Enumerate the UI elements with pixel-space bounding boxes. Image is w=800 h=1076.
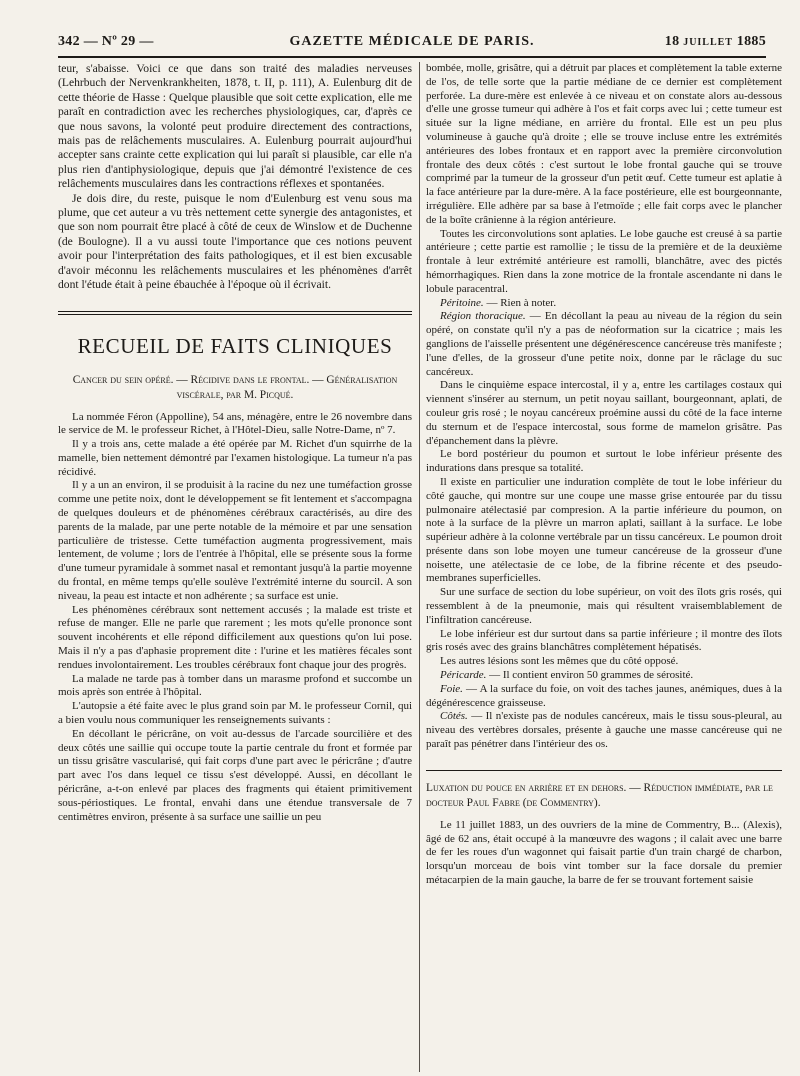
paragraph: Il existe en particulier une induration complète de tout le lobe inférieur du côté gauche, qui montre sur une coupe une masse grise entourée par du tissu pulmonaire atélectasié par compresion. A la partie inférieure du poumon, on note à la surface de la plèvre un marron aplati, saillant à la surface. Le lobe supérieur adhère à la colonne vertébrale par un tissu cancéreux. Le poumon droit présente dans son lobe moyen une tumeur cancéreuse de la grosseur d'une noisette, une atélectasie de ce lobe, de la fibrine récente et des pseudo-membranes superficielles. — [426, 475, 782, 585]
article-title: Cancer du sein opéré. — Récidive dans le frontal. — Généralisation viscérale, par M. Picqué. — [72, 373, 398, 401]
subheading: Foie. — [440, 682, 463, 695]
article-title: Luxation du pouce en arrière et en dehors. — Réduction immédiate, par le docteur Paul Fabre (de Commentry). — [426, 781, 773, 809]
paragraph: En décollant le péricrâne, on voit au-dessus de l'arcade sourcilière et des deux côtés une saillie qui occupe toute la partie centrale du front et formée par un tissu grisâtre vascularisé, qui fait corps d'une part avec le péricrâne ; d'autre part avec l'os dans lequel ce tissu s'est développé. Aussi, en décollant le péricrâne, a-t-on enlevé par places des fragments qui étaient primitivement sous-périostiques. Le frontal, envahi dans une étendue transversale de 7 centimètres environ, présente à sa surface une saillie un peu — [58, 727, 412, 823]
subheading: Péricarde. — [440, 669, 487, 682]
section-separator — [58, 311, 412, 315]
paragraph: Il y a trois ans, cette malade a été opérée par M. Richet d'un squirrhe de la mamelle, bien nettement démontré par l'examen histologique. La tumeur n'a pas récidivé. — [58, 438, 412, 478]
paragraph: Région thoracique. — En décollant la peau au niveau de la région du sein opéré, on constate qu'il n'y a pas de néoformation sur la cicatrice ; mais les ganglions de l'aisselle présentent une dégénérescence cancéreuse très manifeste ; l'une d'elles, de la grosseur d'une petite noix, donne par le râclage du suc cancéreux. — [426, 310, 782, 378]
paragraph: Le lobe inférieur est dur surtout dans sa partie inférieure ; il montre des îlots gris rosés avec des grains blanchâtres complètement hépatisés. — [426, 627, 782, 654]
paragraph: Il y a un an environ, il se produisit à la racine du nez une tuméfaction grosse comme une petite noix, dont le développement se fit lentement et s'accompagna de quelques douleurs et de phénomènes cérébraux caractérisés, au dire des parents de la malade, par une perte notable de la mémoire et par une sensation particulière de tristesse. Cette tuméfaction augmenta progressivement, mais lentement, de volume ; lors de l'entrée à l'hôpital, elle se présente sous la forme d'une tumeur pyramidale à sommet nasal et remontant jusqu'à la partie moyenne du frontal, en même temps qu'elle soulève l'extrémité interne du sourcil. A son niveau, la peau est intacte et non adhérente ; sa surface est unie. — [58, 479, 412, 602]
paragraph: Côtés. — Il n'existe pas de nodules cancéreux, mais le tissu sous-pleural, au niveau des vertèbres dorsales, présente à gauche une masse cancéreuse qui ne paraît pas pénétrer dans l'intérieur des os. — [426, 710, 782, 751]
article-separator — [426, 770, 782, 771]
paragraph: Toutes les circonvolutions sont aplaties. Le lobe gauche est creusé à sa partie antérieure ; cette partie est ramollie ; le tissu de la première et de la deuxième frontale à leur extrémité antérieure est ramolli, blanchâtre, avec des pictés hémorrhagiques. Rien dans la zone motrice de la frontale ascendante ni dans le lobule paracentral. — [426, 227, 782, 295]
section-title: RECUEIL DE FAITS CLINIQUES — [77, 333, 393, 358]
paragraph: Le 11 juillet 1883, un des ouvriers de la mine de Commentry, B... (Alexis), âgé de 62 ans, était occupé à la manœuvre des wagons ; il calait avec une barre de fer les roues d'un wagonnet qui faisait partie d'un train chargé de charbon, lorsqu'un morceau de bois vint tomber sur la face dorsale du premier métacarpien de la main gauche, la barre de fer se trouvant fortement saisie — [426, 818, 782, 887]
subheading: Côtés. — [440, 710, 468, 723]
paragraph: Péritoine. — Rien à noter. — [440, 296, 557, 309]
paragraph: L'autopsie a été faite avec le plus grand soin par M. le professeur Cornil, qui a bien voulu nous communiquer les renseignements suivants : — [58, 700, 412, 727]
issue-date: 18 JUILLET 1885 — [664, 34, 766, 49]
paragraph: La malade ne tarde pas à tomber dans un marasme profond et succombe un mois après son entrée à l'hôpital. — [58, 672, 412, 699]
paragraph: teur, s'abaisse. Voici ce que dans son traité des maladies nerveuses (Lehrbuch der Nervenkrankheiten, 1878, t. II, p. 111), A. Eulenburg dit de cette théorie de Hasse : Quelque plausible que soit cette explication, elle me paraît en contradiction avec les recherches physiologiques, car, d'après ce que nous savons, la volonté peut produire directement des contractions, mais pas de relâchements musculaires. A. Eulenburg pourrait aujourd'hui accepter sans crainte cette explication qui lui paraît si plausible, car elle n'a plus rien d'antiphysiologique, depuis que j'ai démontré l'existence de ces relâchements musculaires dans les contractions réflexes et spontanées. — [58, 62, 412, 191]
journal-title: GAZETTE MÉDICALE DE PARIS. — [289, 34, 535, 49]
left-column — [58, 62, 412, 824]
subheading: Péritoine. — [440, 296, 484, 309]
paragraph: Les phénomènes cérébraux sont nettement accusés ; la malade est triste et refuse de manger. Elle ne parle que rarement ; les mots qu'elle prononce sont souvent incohérents et elle répond difficilement aux questions qu'on lui pose. Mais il n'y a pas d'aphasie proprement dite : l'urine et les matières fécales sont rendues involontairement. Les troubles cérébraux font chaque jour des progrès. — [58, 603, 412, 671]
header-rule — [58, 56, 766, 58]
paragraph: Sur une surface de section du lobe supérieur, on voit des îlots gris rosés, qui ressemblent à de la pneumonie, mais qui résultent vraisemblablement de l'infiltration cancéreuse. — [426, 586, 782, 626]
paragraph: Je dois dire, du reste, puisque le nom d'Eulenburg est venu sous ma plume, que cet auteur a vu très nettement cette synergie des antagonistes, et que son nom pourrait être placé à côté de ceux de Winslow et de Duchenne (de Boulogne). Il a vu aussi toute l'importance que ces notions peuvent avoir pour l'interprétation des faits pathologiques, et il est bien excusable d'avoir méconnu les relâchements musculaires et les phénomènes d'arrêt dont l'étude était à peine ébauchée à l'époque où il écrivait. — [58, 191, 412, 292]
page-header — [58, 34, 766, 54]
paragraph: Les autres lésions sont les mêmes que du côté opposé. — [440, 655, 679, 668]
paragraph: bombée, molle, grisâtre, qui a détruit par places et complètement la table externe de l'os, de telle sorte que la partie médiane de ce dernier est complètement perforée. La dure-mère est enlevée à ce niveau et on constate alors au-dessous d'elle une grosse tumeur qui adhère à l'os et fait corps avec lui ; cette tumeur est située sur la ligne médiane, en arrière du frontal. Elle est un peu plus volumineuse à gauche qu'à droite ; elle se trouve incluse entre les extrémités antérieures des lobes frontaux et en rapport avec la première circonvolution frontale des deux côtés : c'est surtout le lobe frontal gauche qui se trouve comprimé par la tumeur de la grosseur d'un petit œuf. Cette tumeur est aplatie à la face antérieure par la dure-mère. A la face postérieure, elle est bourgeonnante, irrégulière. Elle adhère par sa base à l'etmoïde ; elle fait corps avec le plancher de la boîte crânienne à la région antérieure. — [426, 62, 782, 226]
paragraph: La nommée Féron (Appolline), 54 ans, ménagère, entre le 26 novembre dans le service de M. le professeur Richet, à l'Hôtel-Dieu, salle Notre-Dame, nº 7. — [58, 410, 412, 437]
paragraph: Péricarde. — Il contient environ 50 grammes de sérosité. — [440, 669, 694, 682]
page-number: 342 — Nº 29 — — [58, 34, 154, 49]
paragraph: Le bord postérieur du poumon et surtout le lobe inférieur présente des indurations dans presque sa totalité. — [426, 448, 782, 475]
column-divider — [419, 62, 420, 1072]
right-column — [426, 62, 782, 888]
paragraph: Foie. — A la surface du foie, on voit des taches jaunes, anémiques, dues à la dégénérescence graisseuse. — [426, 682, 782, 709]
subheading: Région thoracique. — [440, 310, 526, 323]
paragraph: Dans le cinquième espace intercostal, il y a, entre les cartilages costaux qui viennent s'insérer au sternum, un petit noyau saillant, bourgeonnant, aplati, de couleur gris rosé ; le noyau cancéreux proémine aussi du côté de la face interne du sternum et de l'espace intercostal, sous forme de mamelon grisâtre. Pas d'épanchement dans la plèvre. — [426, 379, 782, 447]
